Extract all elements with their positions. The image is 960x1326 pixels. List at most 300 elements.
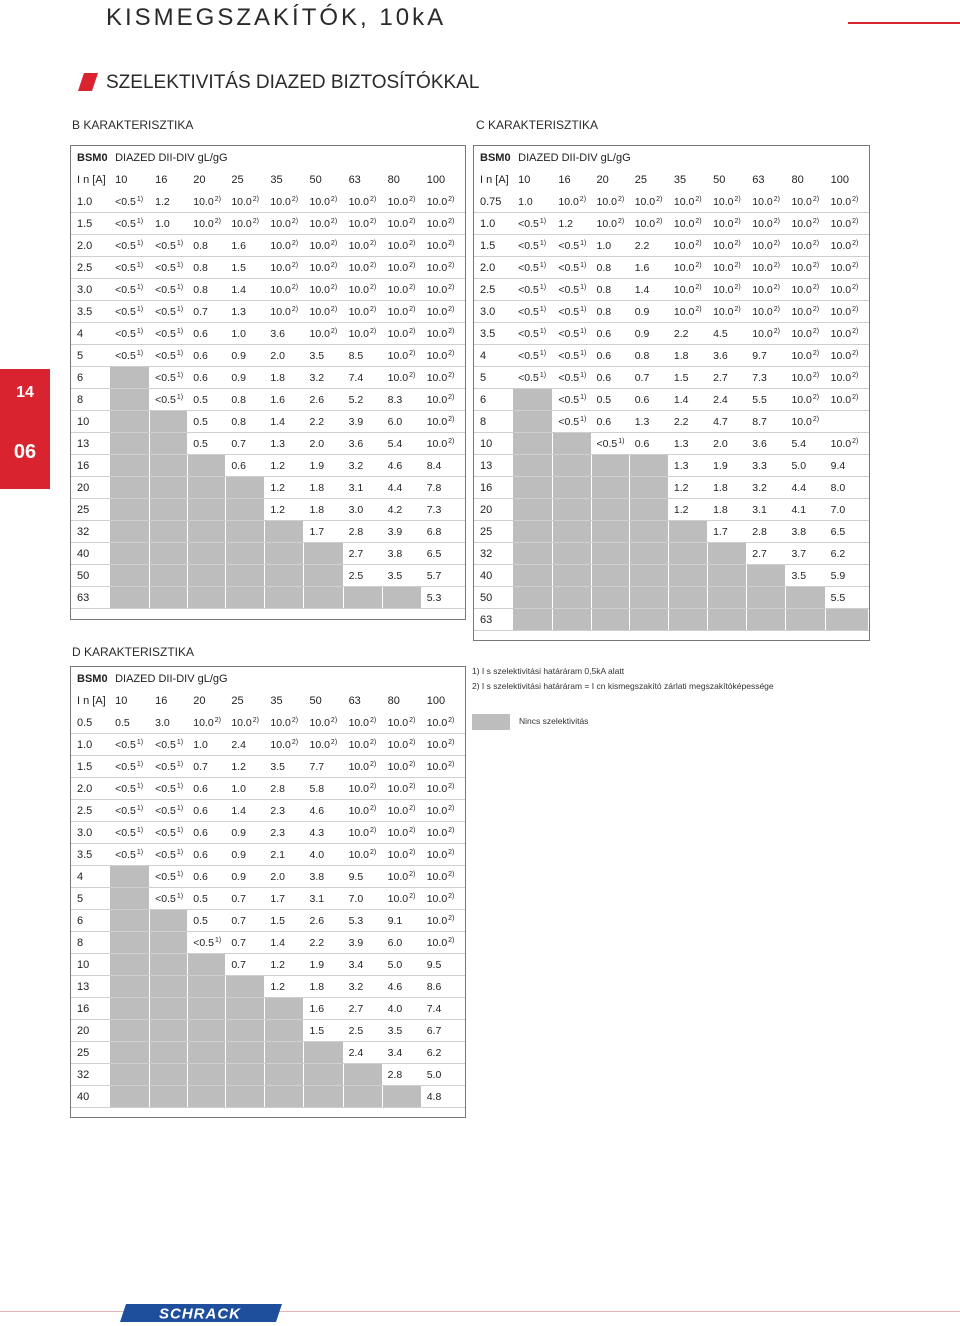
selectivity-value: 1.8 (708, 477, 747, 499)
selectivity-value (226, 587, 265, 609)
selectivity-value: $<0.5^{1)}$ (553, 345, 591, 367)
selectivity-value: 10.0$^{2)}$ (304, 734, 343, 756)
selectivity-value: 5.3 (421, 587, 464, 609)
selectivity-value: 2.0 (265, 345, 304, 367)
selectivity-value: $<0.5^{1)}$ (591, 433, 629, 455)
selectivity-value: 8.0 (825, 477, 868, 499)
selectivity-value: 5.0 (786, 455, 825, 477)
selectivity-value: 10.0$^{2)}$ (304, 213, 343, 235)
row-breaker-rating: 50 (72, 565, 110, 587)
rated-current-header: I n [A] (475, 169, 513, 191)
selectivity-value: 0.6 (188, 367, 226, 389)
row-breaker-rating: 1.0 (72, 734, 110, 756)
selectivity-value: 10.0$^{2)}$ (421, 433, 464, 455)
selectivity-value: 1.3 (265, 433, 304, 455)
fuse-rating-header: 20 (188, 169, 226, 191)
selectivity-value: 10.0$^{2)}$ (421, 800, 464, 822)
selectivity-value (747, 565, 786, 587)
side-tab-page: 14 (16, 384, 34, 401)
selectivity-value: 10.0$^{2)}$ (343, 191, 382, 213)
selectivity-value: 0.8 (226, 411, 265, 433)
selectivity-value: 10.0$^{2)}$ (382, 866, 421, 888)
table-row (72, 712, 465, 734)
selectivity-value: 0.7 (188, 301, 226, 323)
selectivity-value: 1.4 (226, 279, 265, 301)
selectivity-value (265, 1086, 304, 1108)
selectivity-value (110, 954, 150, 976)
selectivity-value (150, 499, 188, 521)
selectivity-value (110, 543, 150, 565)
row-breaker-rating: 2.0 (72, 778, 110, 800)
selectivity-value: 10.0$^{2)}$ (786, 191, 825, 213)
selectivity-value: 6.7 (421, 1020, 464, 1042)
selectivity-value: 6.0 (382, 932, 421, 954)
selectivity-value (188, 477, 226, 499)
selectivity-value: 10.0$^{2)}$ (421, 932, 464, 954)
table-row (475, 257, 869, 279)
fuse-rating-header: 50 (304, 690, 343, 712)
selectivity-value (110, 932, 150, 954)
selectivity-value: 1.6 (265, 389, 304, 411)
fuse-rating-header: 10 (513, 169, 553, 191)
row-breaker-rating: 4 (475, 345, 513, 367)
selectivity-value: 0.9 (226, 822, 265, 844)
selectivity-value: 2.0 (265, 866, 304, 888)
table-row (72, 433, 465, 455)
selectivity-value (708, 587, 747, 609)
selectivity-value: $<0.5^{1)}$ (110, 734, 150, 756)
selectivity-value: 4.6 (382, 455, 421, 477)
selectivity-value (629, 565, 668, 587)
selectivity-value: $<0.5^{1)}$ (513, 257, 553, 279)
selectivity-value: 1.2 (265, 976, 304, 998)
selectivity-value: $<0.5^{1)}$ (553, 367, 591, 389)
selectivity-value: 3.5 (382, 565, 421, 587)
selectivity-value: 1.9 (708, 455, 747, 477)
table-row (72, 734, 465, 756)
selectivity-value: 0.6 (226, 455, 265, 477)
selectivity-value: 1.2 (265, 499, 304, 521)
selectivity-value: 1.8 (304, 477, 343, 499)
table-row (475, 521, 869, 543)
fuse-rating-header: 50 (708, 169, 747, 191)
table-row (72, 191, 465, 213)
selectivity-value: 1.8 (304, 499, 343, 521)
selectivity-value (553, 433, 591, 455)
selectivity-value: 10.0$^{2)}$ (629, 191, 668, 213)
selectivity-value: 2.2 (668, 411, 707, 433)
table-row (72, 932, 465, 954)
selectivity-value: 1.0 (188, 734, 226, 756)
selectivity-value: 1.0 (591, 235, 629, 257)
selectivity-value: 2.4 (708, 389, 747, 411)
selectivity-value: 10.0$^{2)}$ (421, 191, 464, 213)
row-breaker-rating: 20 (72, 477, 110, 499)
selectivity-value: 10.0$^{2)}$ (421, 756, 464, 778)
selectivity-value (150, 1086, 188, 1108)
selectivity-value: 1.3 (668, 455, 707, 477)
row-breaker-rating: 16 (72, 998, 110, 1020)
selectivity-value (226, 477, 265, 499)
fuse-type-header: DIAZED DII-DIV gL/gG (513, 147, 869, 169)
selectivity-value (786, 609, 825, 631)
selectivity-value: 0.5 (188, 888, 226, 910)
selectivity-value: 10.0$^{2)}$ (382, 235, 421, 257)
selectivity-value: 10.0$^{2)}$ (825, 213, 868, 235)
selectivity-value: 1.6 (226, 235, 265, 257)
selectivity-value: 0.6 (591, 367, 629, 389)
selectivity-value: 1.2 (265, 954, 304, 976)
table-row (475, 279, 869, 301)
selectivity-value: 10.0$^{2)}$ (421, 866, 464, 888)
selectivity-value: 10.0$^{2)}$ (747, 301, 786, 323)
side-tab-chapter: 06 (13, 441, 37, 463)
selectivity-value: 5.0 (382, 954, 421, 976)
row-breaker-rating: 50 (475, 587, 513, 609)
row-breaker-rating: 6 (475, 389, 513, 411)
selectivity-value (629, 543, 668, 565)
selectivity-table-c (474, 146, 869, 631)
table-row (72, 976, 465, 998)
selectivity-value: 10.0$^{2)}$ (825, 279, 868, 301)
selectivity-value: $<0.5^{1)}$ (110, 345, 150, 367)
selectivity-value (668, 543, 707, 565)
selectivity-value: $<0.5^{1)}$ (150, 822, 188, 844)
selectivity-value: $<0.5^{1)}$ (110, 778, 150, 800)
selectivity-value (150, 521, 188, 543)
selectivity-value: 4.4 (786, 477, 825, 499)
selectivity-value (226, 998, 265, 1020)
selectivity-value: 0.6 (188, 844, 226, 866)
selectivity-value: 3.9 (382, 521, 421, 543)
selectivity-value: $<0.5^{1)}$ (513, 301, 553, 323)
selectivity-value: 10.0$^{2)}$ (382, 301, 421, 323)
side-tab (0, 369, 50, 489)
selectivity-value: 10.0$^{2)}$ (382, 712, 421, 734)
selectivity-value: 3.6 (343, 433, 382, 455)
selectivity-value (265, 543, 304, 565)
selectivity-value: 1.5 (668, 367, 707, 389)
selectivity-value (188, 543, 226, 565)
selectivity-value (553, 565, 591, 587)
selectivity-value: 10.0$^{2)}$ (421, 411, 464, 433)
selectivity-value: $<0.5^{1)}$ (513, 367, 553, 389)
selectivity-value: 1.9 (304, 455, 343, 477)
selectivity-value: 10.0$^{2)}$ (382, 800, 421, 822)
selectivity-value: $<0.5^{1)}$ (150, 844, 188, 866)
selectivity-value: 10.0$^{2)}$ (708, 279, 747, 301)
selectivity-value (110, 433, 150, 455)
selectivity-value: 2.8 (265, 778, 304, 800)
selectivity-value: 5.2 (343, 389, 382, 411)
selectivity-value: 10.0$^{2)}$ (747, 213, 786, 235)
selectivity-value: 10.0$^{2)}$ (382, 279, 421, 301)
selectivity-value: 1.2 (226, 756, 265, 778)
row-breaker-rating: 3.5 (72, 844, 110, 866)
selectivity-value: 4.8 (421, 1086, 464, 1108)
selectivity-value: 3.5 (265, 756, 304, 778)
selectivity-value: $<0.5^{1)}$ (150, 235, 188, 257)
selectivity-value: 10.0$^{2)}$ (825, 367, 868, 389)
selectivity-value (629, 477, 668, 499)
selectivity-value: 2.7 (343, 998, 382, 1020)
selectivity-value: $<0.5^{1)}$ (110, 301, 150, 323)
selectivity-value: 10.0$^{2)}$ (421, 888, 464, 910)
selectivity-value: 7.7 (304, 756, 343, 778)
selectivity-value: 1.9 (304, 954, 343, 976)
selectivity-value: 10.0$^{2)}$ (382, 734, 421, 756)
fuse-rating-header: 80 (382, 169, 421, 191)
selectivity-value: 2.5 (343, 565, 382, 587)
selectivity-value: 0.6 (629, 433, 668, 455)
selectivity-value (110, 367, 150, 389)
selectivity-value: 1.2 (553, 213, 591, 235)
selectivity-value: 8.7 (747, 411, 786, 433)
selectivity-value (188, 976, 226, 998)
selectivity-value: $<0.5^{1)}$ (110, 235, 150, 257)
selectivity-value (747, 587, 786, 609)
selectivity-value: 0.5 (188, 389, 226, 411)
selectivity-value: 4.1 (786, 499, 825, 521)
table-row (72, 998, 465, 1020)
selectivity-value: 10.0$^{2)}$ (421, 323, 464, 345)
table-row (475, 235, 869, 257)
selectivity-value: 3.2 (747, 477, 786, 499)
selectivity-value: 2.2 (304, 932, 343, 954)
selectivity-value (513, 411, 553, 433)
selectivity-table-b (71, 146, 465, 609)
selectivity-value: 7.0 (343, 888, 382, 910)
selectivity-value: 10.0$^{2)}$ (708, 213, 747, 235)
fuse-rating-header: 100 (421, 169, 464, 191)
row-breaker-rating: 4 (72, 323, 110, 345)
selectivity-value: 10.0$^{2)}$ (343, 235, 382, 257)
selectivity-value (825, 411, 868, 433)
selectivity-value: 10.0$^{2)}$ (343, 712, 382, 734)
selectivity-value: 10.0$^{2)}$ (747, 279, 786, 301)
selectivity-value (513, 499, 553, 521)
selectivity-value: 10.0$^{2)}$ (382, 822, 421, 844)
legend-text: Nincs szelektivitás (519, 716, 589, 726)
selectivity-value: $<0.5^{1)}$ (110, 756, 150, 778)
selectivity-value: 3.8 (382, 543, 421, 565)
selectivity-value: 4.5 (708, 323, 747, 345)
selectivity-value: 0.6 (188, 866, 226, 888)
selectivity-value: 1.2 (668, 499, 707, 521)
selectivity-value: 10.0$^{2)}$ (265, 712, 304, 734)
selectivity-value (188, 587, 226, 609)
selectivity-value: 10.0$^{2)}$ (668, 257, 707, 279)
selectivity-value: 0.7 (226, 932, 265, 954)
fuse-rating-header: 50 (304, 169, 343, 191)
selectivity-value: 10.0$^{2)}$ (747, 191, 786, 213)
fuse-rating-header: 80 (786, 169, 825, 191)
selectivity-value: 10.0$^{2)}$ (421, 910, 464, 932)
selectivity-value: 10.0$^{2)}$ (343, 822, 382, 844)
page-title: KISMEGSZAKÍTÓK, 10kA (106, 4, 447, 31)
selectivity-value: 10.0$^{2)}$ (421, 301, 464, 323)
row-breaker-rating: 1.0 (475, 213, 513, 235)
selectivity-value (591, 455, 629, 477)
selectivity-value: 3.5 (786, 565, 825, 587)
row-breaker-rating: 6 (72, 910, 110, 932)
selectivity-value (304, 1042, 343, 1064)
selectivity-value (110, 499, 150, 521)
selectivity-value: 10.0$^{2)}$ (825, 323, 868, 345)
selectivity-value: 3.1 (304, 888, 343, 910)
selectivity-value (553, 587, 591, 609)
selectivity-value (265, 521, 304, 543)
selectivity-value: 1.8 (708, 499, 747, 521)
selectivity-value (708, 543, 747, 565)
selectivity-value: 10.0$^{2)}$ (421, 345, 464, 367)
selectivity-value (629, 521, 668, 543)
selectivity-value: 10.0$^{2)}$ (668, 235, 707, 257)
selectivity-value: $<0.5^{1)}$ (110, 257, 150, 279)
selectivity-value (150, 543, 188, 565)
selectivity-value: 2.5 (343, 1020, 382, 1042)
selectivity-value: 2.2 (304, 411, 343, 433)
table-code-header: BSM0 (72, 668, 110, 690)
table-row (475, 191, 869, 213)
selectivity-value (188, 1020, 226, 1042)
selectivity-value (629, 455, 668, 477)
row-breaker-rating: 1.5 (72, 756, 110, 778)
selectivity-value: 4.6 (304, 800, 343, 822)
table-c-label: C KARAKTERISZTIKA (476, 118, 599, 132)
selectivity-value: $<0.5^{1)}$ (150, 866, 188, 888)
row-breaker-rating: 2.5 (72, 257, 110, 279)
selectivity-value (188, 954, 226, 976)
table-row (72, 844, 465, 866)
row-breaker-rating: 0.5 (72, 712, 110, 734)
selectivity-value: 10.0$^{2)}$ (343, 800, 382, 822)
selectivity-value: 10.0$^{2)}$ (629, 213, 668, 235)
selectivity-value: 9.4 (825, 455, 868, 477)
selectivity-value: 3.5 (382, 1020, 421, 1042)
table-d-label: D KARAKTERISZTIKA (72, 645, 195, 659)
selectivity-value: 0.5 (188, 910, 226, 932)
selectivity-value: 10.0$^{2)}$ (786, 279, 825, 301)
row-breaker-rating: 5 (72, 888, 110, 910)
selectivity-value: 2.6 (304, 910, 343, 932)
selectivity-value: 0.9 (226, 367, 265, 389)
selectivity-value (226, 565, 265, 587)
table-row (72, 543, 465, 565)
selectivity-value: 1.2 (265, 455, 304, 477)
fuse-type-header: DIAZED DII-DIV gL/gG (110, 668, 465, 690)
row-breaker-rating: 20 (72, 1020, 110, 1042)
selectivity-value: 3.4 (343, 954, 382, 976)
row-breaker-rating: 3.0 (475, 301, 513, 323)
table-row (72, 1020, 465, 1042)
selectivity-value: 1.4 (265, 932, 304, 954)
selectivity-value: 1.2 (668, 477, 707, 499)
selectivity-value: 3.9 (343, 932, 382, 954)
selectivity-value: 10.0$^{2)}$ (265, 279, 304, 301)
fuse-type-header: DIAZED DII-DIV gL/gG (110, 147, 465, 169)
row-breaker-rating: 32 (72, 1064, 110, 1086)
selectivity-value: 4.0 (304, 844, 343, 866)
selectivity-value: 10.0$^{2)}$ (786, 323, 825, 345)
selectivity-value: 0.9 (226, 844, 265, 866)
selectivity-value: 7.8 (421, 477, 464, 499)
selectivity-value: 10.0$^{2)}$ (825, 235, 868, 257)
selectivity-value (265, 565, 304, 587)
selectivity-value (110, 455, 150, 477)
selectivity-value: $<0.5^{1)}$ (150, 756, 188, 778)
selectivity-value: 3.6 (708, 345, 747, 367)
row-breaker-rating: 3.0 (72, 822, 110, 844)
selectivity-value: 6.5 (421, 543, 464, 565)
table-row (475, 213, 869, 235)
fuse-rating-header: 100 (421, 690, 464, 712)
table-row (475, 543, 869, 565)
row-breaker-rating: 8 (72, 932, 110, 954)
selectivity-value: 5.0 (421, 1064, 464, 1086)
selectivity-value: 10.0$^{2)}$ (304, 191, 343, 213)
table-row (72, 1064, 465, 1086)
selectivity-value: 10.0$^{2)}$ (226, 712, 265, 734)
selectivity-value: 0.8 (188, 257, 226, 279)
selectivity-value: 10.0$^{2)}$ (786, 389, 825, 411)
selectivity-value: $<0.5^{1)}$ (150, 257, 188, 279)
selectivity-value: 10.0$^{2)}$ (421, 389, 464, 411)
selectivity-value: $<0.5^{1)}$ (110, 279, 150, 301)
selectivity-value: 1.4 (226, 800, 265, 822)
selectivity-value: 10.0$^{2)}$ (591, 191, 629, 213)
selectivity-value: $<0.5^{1)}$ (150, 279, 188, 301)
selectivity-value: 5.4 (382, 433, 421, 455)
selectivity-value: 10.0$^{2)}$ (382, 367, 421, 389)
selectivity-value (110, 998, 150, 1020)
selectivity-value: $<0.5^{1)}$ (553, 279, 591, 301)
selectivity-value: $<0.5^{1)}$ (553, 411, 591, 433)
selectivity-value: 10.0$^{2)}$ (825, 433, 868, 455)
selectivity-value (382, 1086, 421, 1108)
selectivity-value: 2.0 (304, 433, 343, 455)
selectivity-value (591, 521, 629, 543)
selectivity-value (226, 543, 265, 565)
selectivity-value: 10.0$^{2)}$ (343, 778, 382, 800)
fuse-rating-header: 20 (591, 169, 629, 191)
selectivity-value: 8.3 (382, 389, 421, 411)
fuse-rating-header: 25 (226, 169, 265, 191)
selectivity-value (553, 609, 591, 631)
table-row (72, 257, 465, 279)
selectivity-value: 2.6 (304, 389, 343, 411)
selectivity-value: 2.1 (265, 844, 304, 866)
selectivity-value: 1.4 (265, 411, 304, 433)
row-breaker-rating: 40 (72, 1086, 110, 1108)
row-breaker-rating: 3.0 (72, 279, 110, 301)
selectivity-value: 10.0$^{2)}$ (825, 389, 868, 411)
selectivity-value: 10.0$^{2)}$ (265, 235, 304, 257)
selectivity-value: $<0.5^{1)}$ (150, 367, 188, 389)
selectivity-value: 5.5 (747, 389, 786, 411)
selectivity-value (110, 587, 150, 609)
selectivity-value: 0.6 (188, 822, 226, 844)
selectivity-value (150, 1020, 188, 1042)
fuse-rating-header: 20 (188, 690, 226, 712)
selectivity-value: 2.7 (747, 543, 786, 565)
selectivity-value: 2.8 (382, 1064, 421, 1086)
selectivity-value: $<0.5^{1)}$ (110, 323, 150, 345)
selectivity-value: 10.0$^{2)}$ (421, 844, 464, 866)
selectivity-value: 3.6 (265, 323, 304, 345)
selectivity-value (110, 976, 150, 998)
selectivity-value: 10.0$^{2)}$ (304, 235, 343, 257)
